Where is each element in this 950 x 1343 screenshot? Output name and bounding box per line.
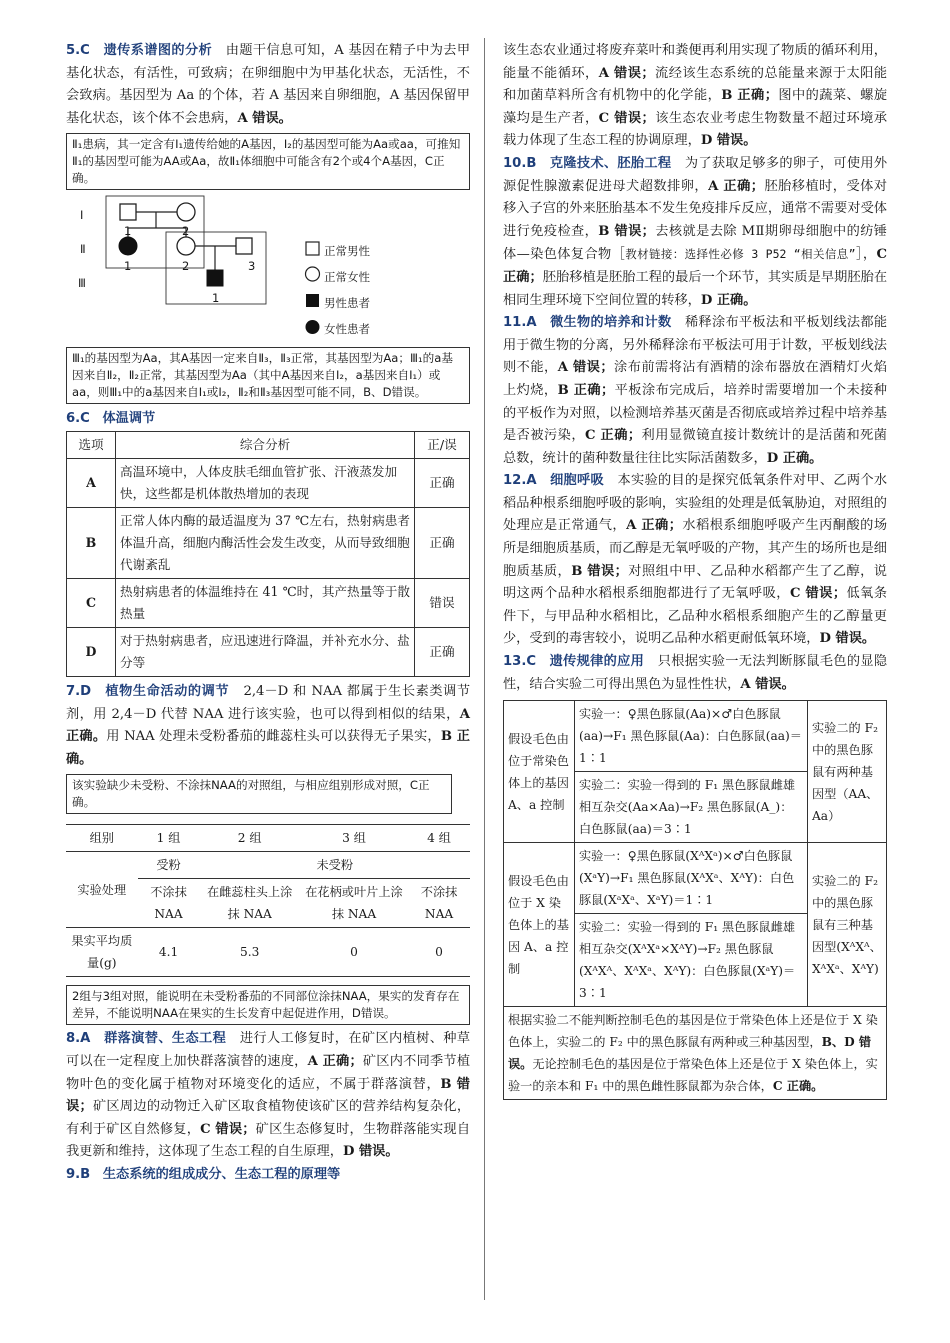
analysis-note: 该实验缺少未受粉、不涂抹NAA的对照组，与相应组别形成对照，C正确。 <box>66 774 452 814</box>
q13-hypothesis-table: 假设毛色由位于常染色体上的基因 A、a 控制 实验一：♀黑色豚鼠(Aa)×♂白色豚鼠(aa)→F₁ 黑色豚鼠(Aa)：白色豚鼠(aa)＝1∶1 实验二的 F₂ 中的黑色豚鼠有两种基因型（AA、Aa） 实验二：实验一得到的 F₁ 黑色豚鼠雌雄相互杂交(Aa×Aa)→F₂ 黑色豚鼠(A_)：白色豚鼠(aa)＝3∶1 假设毛色由位于 X 染色体上的基因 A、a 控制 实验一：♀黑色豚鼠(XᴬXᵃ)×♂白色豚鼠(XᵃY)→F₁ 黑色豚鼠(XᴬXᵃ、XᴬY)：白色豚鼠(XᵃXᵃ、XᵃY)＝1∶1 实验二的 F₂ 中的黑色豚鼠有三种基因型(XᴬXᴬ、XᴬXᵃ、XᴬY) 实验二：实验一得到的 F₁ 黑色豚鼠雌雄相互杂交(XᴬXᵃ×XᴬY)→F₂ 黑色豚鼠(XᴬXᴬ、XᴬXᵃ、XᴬY)：白色豚鼠(XᵃY)＝3∶1 根据实验二不能判断控制毛色的基因是位于常染色体上还是位于 X 染色体上，实验二的 F₂ 中的黑色豚鼠有两种或三种基因型，B、D 错误。无论控制毛色的基因是位于常染色体上还是位于 X 染色体上，实验一的亲本和 F₁ 中的黑色雌性豚鼠都为杂合体，C 正确。 <box>503 700 887 1100</box>
analysis-note: 2组与3组对照，能说明在未受粉番茄的不同部位涂抹NAA，果实的发育存在差异，不能说明NAA在果实的生长发育中起促进作用，D错误。 <box>66 985 470 1025</box>
legend-affected-female: 女性患者 <box>324 322 370 337</box>
q7-experiment-table: 组别 1 组 2 组 3 组 4 组 实验处理 受粉 未受粉 不涂抹 NAA 在雌蕊柱头上涂抹 NAA 在花柄或叶片上涂抹 NAA 不涂抹 NAA 果实平均质量(g) 4.1 5.3 0 0 <box>66 824 470 977</box>
table-row: C 热射病患者的体温维持在 41 ℃时，其产热量等于散热量 错误 <box>67 578 470 627</box>
analysis-note: Ⅱ₁患病，其一定含有Ⅰ₁遗传给她的A基因，Ⅰ₂的基因型可能为Aa或aa，可推知Ⅱ₁的基因型可能为AA或Aa，故Ⅱ₁体细胞中可能含有2个或4个A基因，C正确。 <box>66 133 470 190</box>
answer-10: 10.B 克隆技术、胚胎工程 为了获取足够多的卵子，可使用外源促性腺激素促进母犬超数排卵，A 正确；胚胎移植时，受体对移入子宫的外来胚胎基本不发生免疫排斥反应，通常不需要对受体进行免疫检查，B 错误；去核就是去除 MⅡ期卵母细胞中的纺锤体—染色体复合物［教材链接：选择性必修 3 P52 “相关信息”］，C 正确；胚胎移植是胚胎工程的最后一个环节，其实质是早期胚胎在相同生理环境下空间位置的转移，D 正确。 <box>503 155 888 308</box>
answer-9: 该生态农业通过将废弃菜叶和粪便再利用实现了物质的循环利用，能量不能循环，A 错误；流经该生态系统的总能量来源于太阳能和加菌草料所含有机物中的化学能，B 正确；图中的蔬菜、螺旋藻均是生产者，C 错误；该生态农业考虑生物数量不超过环境承载力体现了生态工程的协调原理，D 错误。 <box>503 43 888 149</box>
answer-9-start: 9.B 生态系统的组成成分、生态工程的原理等 <box>66 1166 341 1182</box>
answer-6: 6.C 体温调节 <box>66 411 156 427</box>
table-row: D 对于热射病患者，应迅速进行降温，并补充水分、盐分等 正确 <box>67 627 470 676</box>
pedigree-chart: Ⅰ Ⅱ Ⅲ 1 2 1 2 3 1 正常男性 正常女性 男性患者 女性患者 <box>66 194 470 344</box>
q6-analysis-table: 选项 综合分析 正/误 A 高温环境中，人体皮肤毛细血管扩张、汗液蒸发加快，这些都是机体散热增加的表现 正确 B 正常人体内酶的最适温度为 37 ℃左右，热射病患者体温升高，细胞内酶活性会发生改变，从而导致细胞代谢紊乱 正确 C 热射病患者的体温维持在 41 ℃时，其产热量等于散热量 错误 D 对于热射病患者，应迅速进行降温，并补充水分、盐分等 正确 <box>66 431 470 677</box>
table-row: A 高温环境中，人体皮肤毛细血管扩张、汗液蒸发加快，这些都是机体散热增加的表现 正确 <box>67 458 470 507</box>
answer-13: 13.C 遗传规律的应用 只根据实验一无法判断豚鼠毛色的显隐性，结合实验二可得出黑色为显性性状，A 错误。 <box>503 654 888 692</box>
conclusion-cell: 根据实验二不能判断控制毛色的基因是位于常染色体上还是位于 X 染色体上，实验二的 F₂ 中的黑色豚鼠有两种或三种基因型，B、D 错误。无论控制毛色的基因是位于常染色体上还是位于 X 染色体上，实验一的亲本和 F₁ 中的黑色雌性豚鼠都为杂合体，C 正确。 <box>504 1007 887 1100</box>
answer-8: 8.A 群落演替、生态工程 进行人工修复时，在矿区内植树、种草可以在一定程度上加快群落演替的速度，A 正确；矿区内不同季节植物叶色的变化属于植物对环境变化的适应，不属于群落演替，B 错误；矿区周边的动物迁入矿区取食植物使该矿区的营养结构复杂化，有利于矿区自然修复，C 错误；矿区生态修复时，生物群落能实现自我更新和维持，这体现了生态工程的自生原理，D 错误。 <box>66 1031 471 1160</box>
answer-12: 12.A 细胞呼吸 本实验的目的是探究低氧条件对甲、乙两个水稻品种根系细胞呼吸的影响，实验组的处理是低氧胁迫，对照组的处理应是正常通气，A 正确；水稻根系细胞呼吸产生丙酮酸的场所是细胞质基质，而乙醇是无氧呼吸的产物，其产生的场所也是细胞质基质，B 错误；对照组中甲、乙品种水稻都产生了乙醇，说明这两个品种水稻根系细胞都进行了无氧呼吸，C 错误；低氧条件下，与甲品种水稻相比，乙品种水稻根系细胞产生的乙醇量更少，受到的毒害较小，说明乙品种水稻更耐低氧环境，D 错误。 <box>503 473 888 647</box>
pedigree-II3-normal-male <box>236 238 252 254</box>
answer-topic: 遗传系谱图的分析 <box>103 43 213 58</box>
answer-5: 5.C 遗传系谱图的分析 由题干信息可知，A 基因在精子中为去甲基化状态，有活性，可致病；在卵细胞中为甲基化状态，无活性，不会致病。基因型为 Aa 的个体，若 A 基因来自卵细胞，A 基因保留甲基化状态，该个体不会患病，A 错误。 <box>66 43 471 126</box>
answer-7: 7.D 植物生命活动的调节 2,4－D 和 NAA 都属于生长素类调节剂，用 2,4－D 代替 NAA 进行该实验，也可以得到相似的结果，A 正确。用 NAA 处理未受粉番茄的雌蕊柱头可以获得无子果实，B 正确。 <box>66 683 471 767</box>
answer-number: 5.C <box>66 43 90 58</box>
right-column <box>503 40 887 1100</box>
pedigree-I1-normal-male <box>120 204 136 220</box>
legend-normal-male: 正常男性 <box>324 244 370 259</box>
pedigree-I2-normal-female <box>177 203 195 221</box>
table-row: B 正常人体内酶的最适温度为 37 ℃左右，热射病患者体温升高，细胞内酶活性会发生改变，从而导致细胞代谢紊乱 正确 <box>67 507 470 578</box>
answer-11: 11.A 微生物的培养和计数 稀释涂布平板法和平板划线法都能用于微生物的分离，另外稀释涂布平板法可用于计数，平板划线法则不能，A 错误；涂布前需将沾有酒精的涂布器放在酒精灯火焰上灼烧，B 正确；平板涂布完成后，培养时需要增加一个未接种的平板作为对照，以检测培养基灭菌是否彻底或培养过程中培养基是否被污染，C 正确；利用显微镜直接计数统计的是活菌和死菌总数，统计的菌种数量往往比实际活菌数多，D 正确。 <box>503 315 888 466</box>
left-column <box>66 40 470 1187</box>
legend-normal-female: 正常女性 <box>324 270 370 285</box>
pedigree-III1-affected-male <box>207 270 223 286</box>
column-divider <box>484 38 485 1300</box>
legend-affected-male: 男性患者 <box>324 296 370 311</box>
analysis-note: Ⅲ₁的基因型为Aa，其A基因一定来自Ⅱ₃，Ⅱ₃正常，其基因型为Aa；Ⅲ₁的a基因来自Ⅱ₂，Ⅱ₂正常，其基因型为Aa（其中A基因来自Ⅰ₂，a基因来自Ⅰ₁）或aa，则Ⅲ₁中的a基因来自Ⅰ₁或Ⅰ₂，Ⅱ₂和Ⅱ₃基因型可能不同，B、D错误。 <box>66 347 470 404</box>
